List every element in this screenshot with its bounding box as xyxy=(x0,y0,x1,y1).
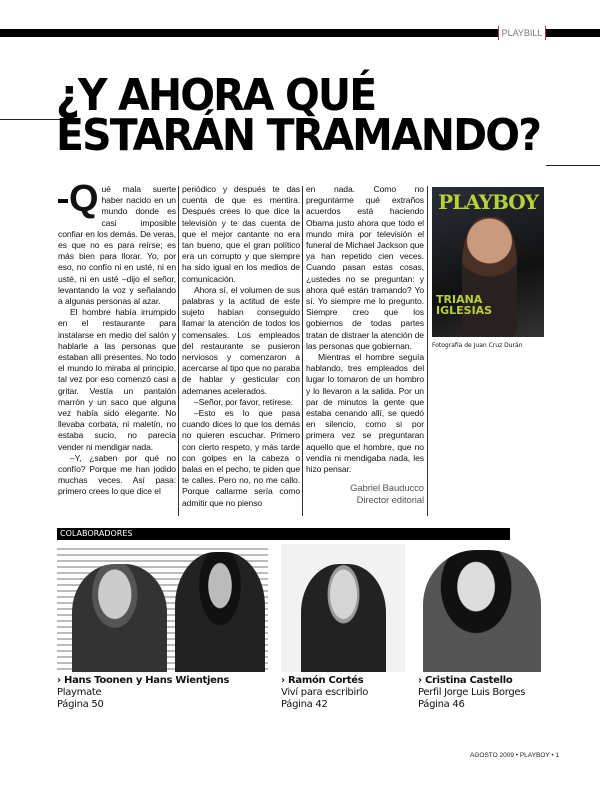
article-column-3: en nada. Como no preguntarme qué extraños acuerdos está haciendo Obama justo ahora que todo el mundo mira por televisión el funeral de Michael Jackson que ya han repetido cien veces. Cuando pasan estas cosas, ¿ustedes no se preguntan: y ahora qué están tramando? Yo sí. Yo siempre me lo pregunto. Siempre creo que los gobiernos de todas partes tratan de distraer la atención de las personas que gobiernan. Mientras el hombre seguía hablando, tres empleados del lugar lo tomaron de un hombro y lo llevaron a la salida. Por un par de minutos la gente que estaba cenando allí, se quedó en silencio, como si por primera vez se preguntaran aquello que el hombre, que no vendía ni mendigaba nada, les hizo pensar. Gabriel Bauducco Director editorial xyxy=(306,184,424,507)
column-divider xyxy=(302,186,303,516)
chevron-right-icon: › xyxy=(281,675,289,686)
cover-logo: PLAYBOY xyxy=(438,190,538,214)
contributor-caption xyxy=(57,675,229,711)
signature-name: Gabriel Bauducco xyxy=(350,483,424,495)
top-rule-right xyxy=(546,29,600,37)
chevron-right-icon: › xyxy=(57,675,65,686)
contributor-page: Página 46 xyxy=(418,699,465,710)
page-footer: AGOSTO 2009 • PLAYBOY • 1 xyxy=(470,752,560,759)
chevron-right-icon: › xyxy=(418,675,426,686)
signature xyxy=(306,483,424,507)
contributor-name: Ramón Cortés xyxy=(288,675,364,686)
section-label: PLAYBILL xyxy=(498,26,546,40)
contributor-photo-castello xyxy=(418,544,545,672)
page-title: ¿Y AHORA QUÉ ESTARÁN TRAMANDO? xyxy=(56,70,541,161)
contributor-topic: Perfil Jorge Luis Borges xyxy=(418,687,526,698)
cover-name: TRIANA IGLESIAS xyxy=(436,293,493,317)
colaboradores-header: COLABORADORES xyxy=(57,528,510,540)
cover-model xyxy=(462,217,517,337)
contributor-caption xyxy=(418,675,525,711)
column-divider xyxy=(178,186,179,516)
top-rule-left xyxy=(0,29,498,37)
contributor-page: Página 50 xyxy=(57,699,104,710)
drop-cap: Q xyxy=(58,184,98,218)
signature-role: Director editorial xyxy=(356,495,424,507)
title-rule-left xyxy=(0,119,60,120)
contributor-caption xyxy=(281,675,368,711)
article-column-1: Qué mala suerte haber nacido en un mundo donde es casi imposible confiar en los demás. De veras, es que no es para reírse; es más bien para llorar. Yo, por eso, no confío ni en usté, ni en usté, ni en usté –dijo el señor, levantando la voz y señalando a algunas personas al azar. El hombre había irrumpido en el restaurante para instalarse en medio del salón y hablarle a las personas que estaban allí presentes. No todo el mundo lo miraba al principio, tal vez por eso comenzó casi a gritar. Vestía un pantalón marrón y un saco que alguna vez había sido elegante. No llevaba corbata, ni maletín, no estaba sucio, no parecía vender ni mendigar nada. –Y, ¿saben por qué no confío? Porque me han jodido muchas veces. Así pasa: primero crees lo que dice el xyxy=(58,178,176,497)
magazine-cover-image xyxy=(432,187,544,337)
contributor-name: Hans Toonen y Hans Wientjens xyxy=(64,675,230,686)
contributor-page: Página 42 xyxy=(281,699,328,710)
column-divider xyxy=(427,186,428,516)
contributor-topic: Playmate xyxy=(57,687,102,698)
contributor-photo-cortes xyxy=(281,544,405,672)
contributor-name: Cristina Castello xyxy=(425,675,513,686)
contributor-topic: Viví para escribirlo xyxy=(281,687,369,698)
title-rule-right xyxy=(546,165,600,166)
article-column-2: periódico y después te das cuenta de que es mentira. Después crees lo que dice la televisión y te das cuenta de que el mejor cantante no era tan bueno, que el gran político era un corrupto y que siempre ha sido igual en los medios de comunicación. Ahora sí, el volumen de sus palabras y la actitud de este sujeto habían conseguido llamar la atención de todos los comensales. Los empleados del restaurante se pusieron nerviosos y comenzaron a acercarse al tipo que no paraba de hablar y gesticular con ademanes acelerados. –Señor, por favor, retírese. –Esto es lo que pasa cuando dices lo que los demás no quieren escuchar. Primero con cierto respeto, y más tarde con golpes en la cabeza o balas en el pecho, te piden que te calles. Pero no, no me callo. Porque callarme sería como admitir que no pienso xyxy=(182,184,300,508)
photo-credit: Fotografía de Juan Cruz Durán xyxy=(432,342,523,349)
contributor-photo-toonen-wientjens xyxy=(57,544,268,672)
